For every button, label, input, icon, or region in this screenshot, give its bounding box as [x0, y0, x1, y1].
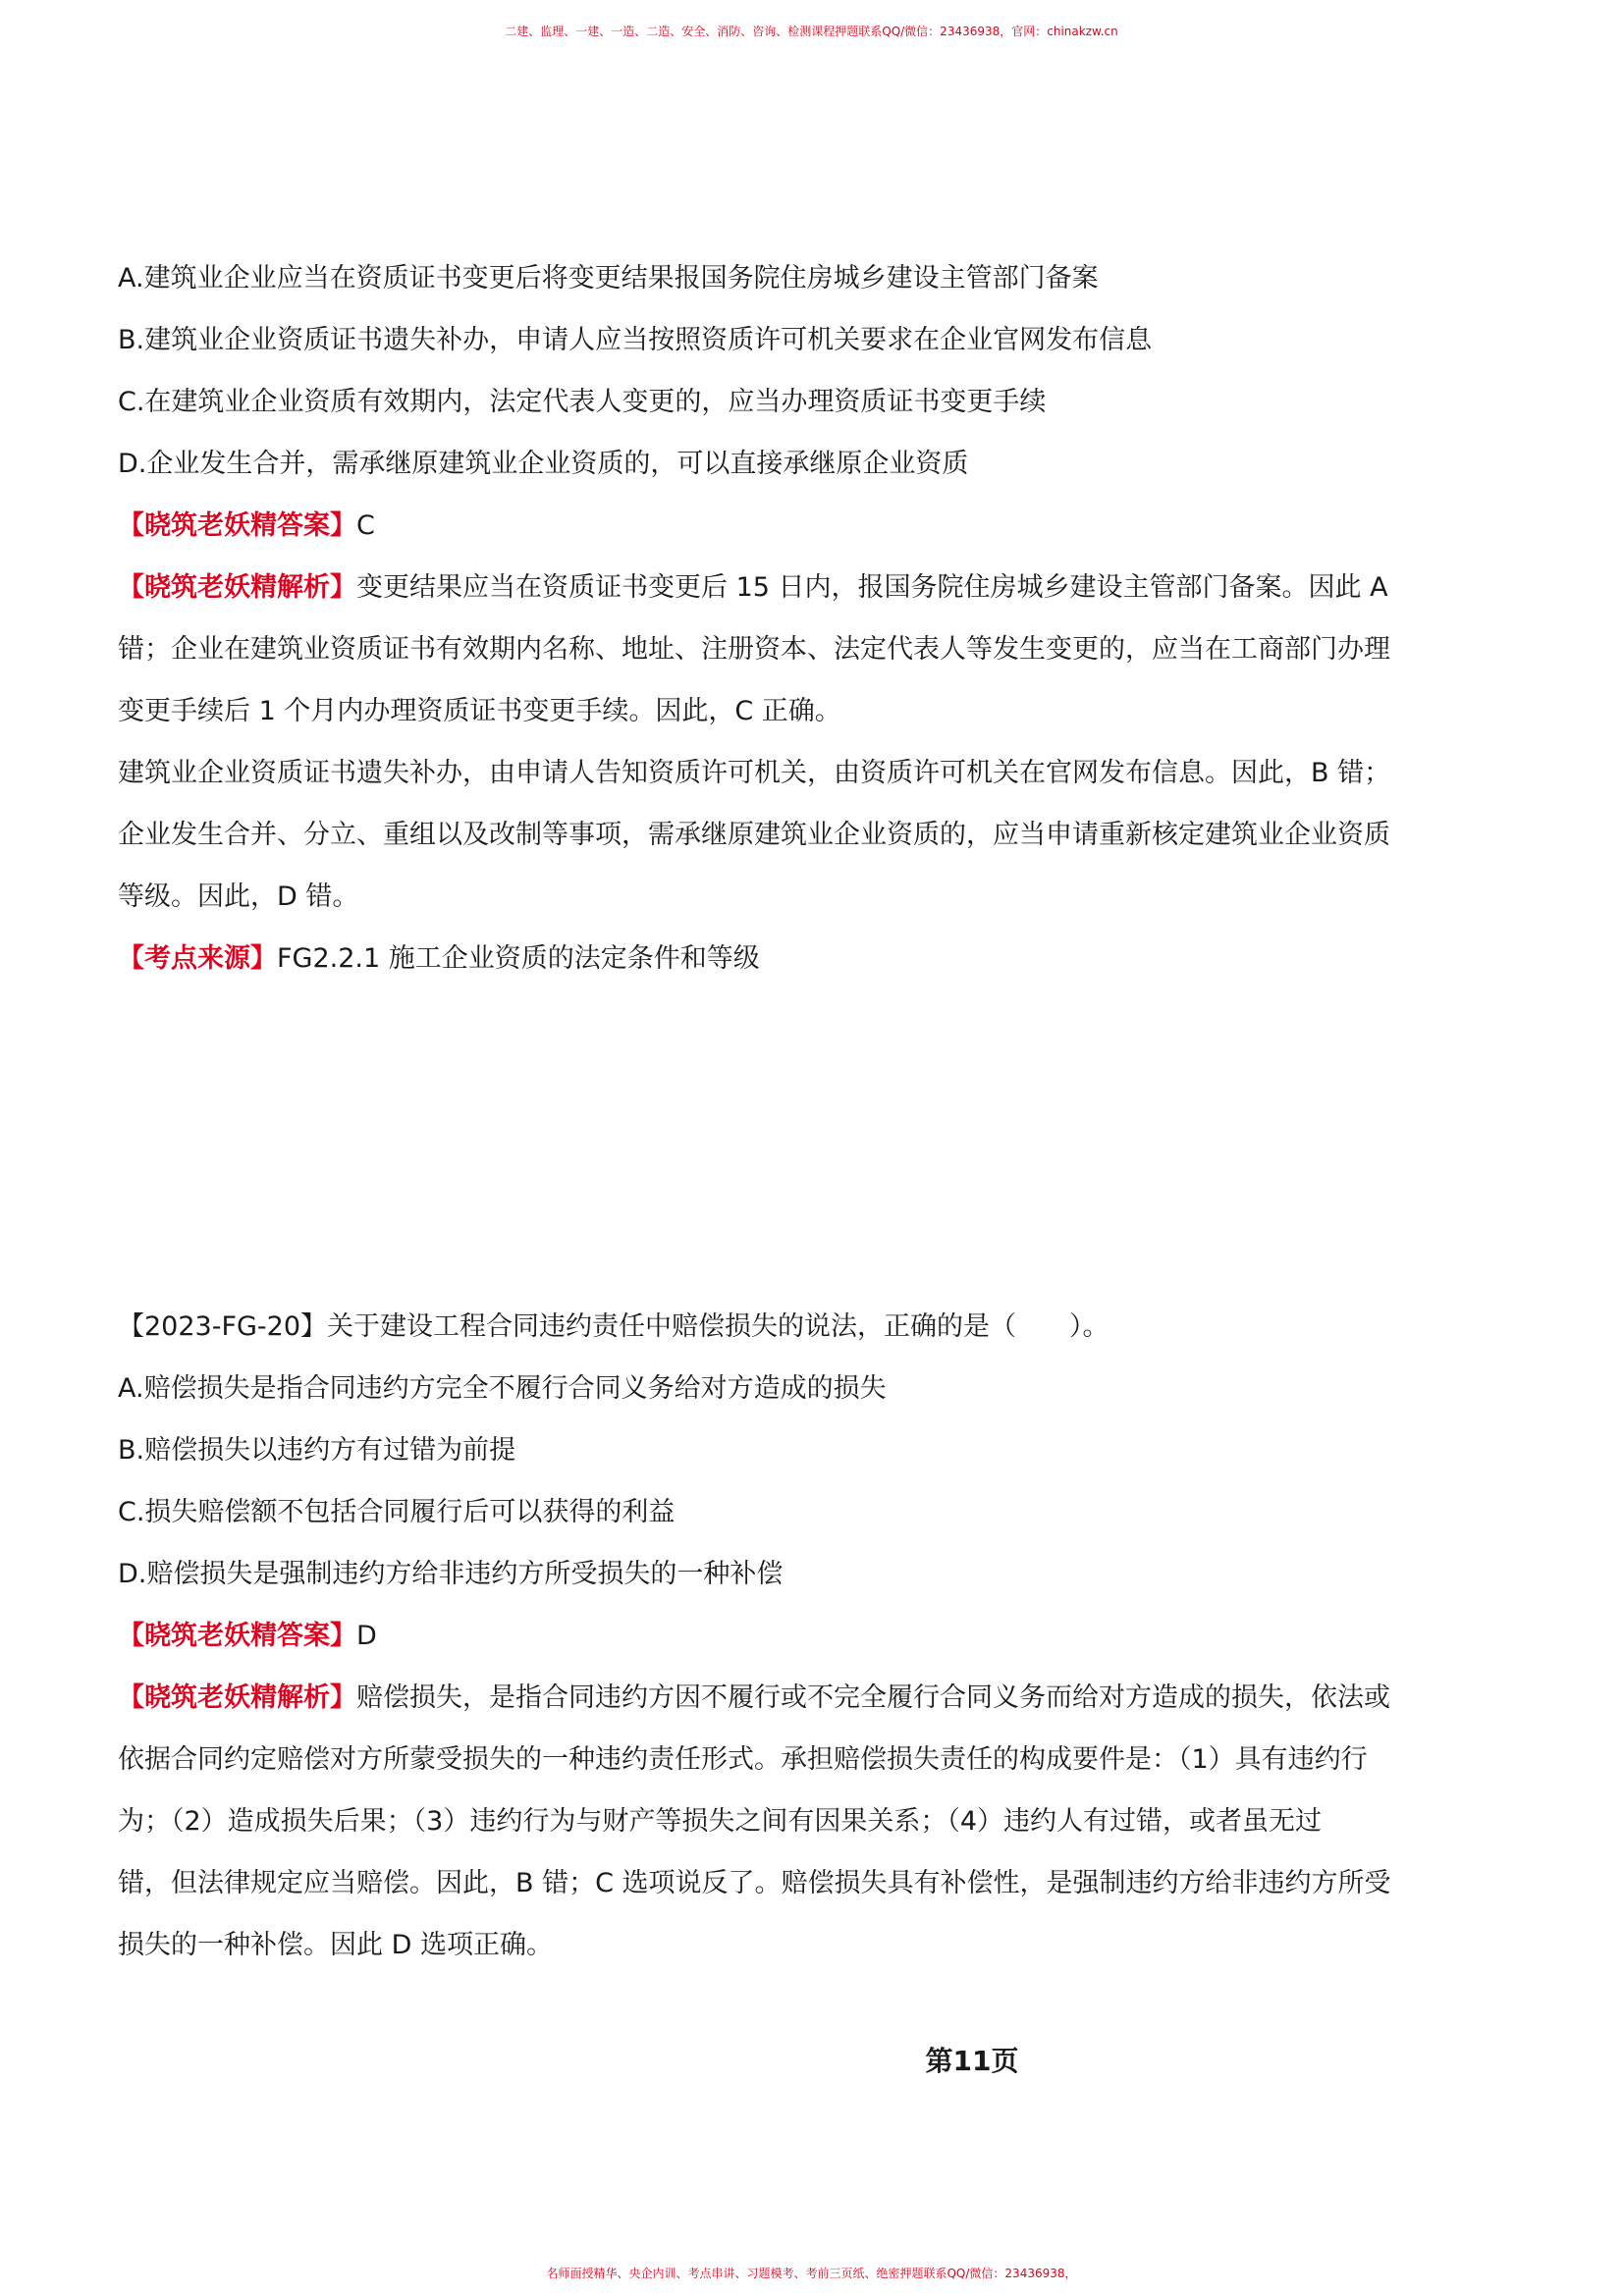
question-stem: 【2023-FG-20】关于建设工程合同违约责任中赔偿损失的说法，正确的是（ ）。	[118, 1311, 1109, 1342]
answer-value: D	[356, 1621, 377, 1651]
option-b: B.建筑业企业资质证书遗失补办，申请人应当按照资质许可机关要求在企业官网发布信息	[118, 325, 1153, 355]
answer-line	[118, 1605, 1512, 1667]
analysis-line: 变更手续后 1 个月内办理资质证书变更手续。因此，C 正确。	[118, 696, 841, 726]
footer-banner: 名师面授精华、央企内训、考点串讲、习题模考、考前三页纸、绝密押题联系QQ/微信：23436938，	[546, 2267, 1077, 2280]
question-1-section	[118, 247, 1512, 989]
analysis-line: 等级。因此，D 错。	[118, 881, 359, 912]
analysis-line	[118, 557, 1512, 618]
analysis-text: 变更结果应当在资质证书变更后 15 日内，报国务院住房城乡建设主管部门备案。因此 A	[356, 572, 1388, 603]
question-2-section	[118, 1296, 1512, 1976]
option-c: C.损失赔偿额不包括合同履行后可以获得的利益	[118, 1497, 676, 1527]
analysis-text: 赔偿损失，是指合同违约方因不履行或不完全履行合同义务而给对方造成的损失，依法或	[356, 1682, 1390, 1713]
analysis-line: 企业发生合并、分立、重组以及改制等事项，需承继原建筑业企业资质的，应当申请重新核定建筑业企业资质	[118, 820, 1390, 850]
option-a: A.赔偿损失是指合同违约方完全不履行合同义务给对方造成的损失	[118, 1373, 887, 1404]
answer-tag: 【晓筑老妖精答案】	[118, 510, 356, 541]
analysis-line: 依据合同约定赔偿对方所蒙受损失的一种违约责任形式。承担赔偿损失责任的构成要件是：（1）具有违约行	[118, 1744, 1368, 1775]
header-banner: 二建、监理、一建、一造、二造、安全、消防、咨询、检测课程押题联系QQ/微信：23436938，官网：chinakzw.cn	[505, 25, 1118, 38]
analysis-line: 为；（2）造成损失后果；（3）违约行为与财产等损失之间有因果关系；（4）违约人有过错，或者虽无过	[118, 1806, 1323, 1837]
answer-tag: 【晓筑老妖精答案】	[118, 1621, 356, 1651]
analysis-tag: 【晓筑老妖精解析】	[118, 1682, 356, 1713]
analysis-line: 错，但法律规定应当赔偿。因此，B 错；C 选项说反了。赔偿损失具有补偿性，是强制违约方给非违约方所受	[118, 1868, 1391, 1898]
source-value: FG2.2.1 施工企业资质的法定条件和等级	[277, 943, 760, 974]
source-line	[118, 928, 1512, 989]
option-d: D.企业发生合并，需承继原建筑业企业资质的，可以直接承继原企业资质	[118, 449, 969, 479]
option-b: B.赔偿损失以违约方有过错为前提	[118, 1435, 516, 1466]
analysis-line	[118, 1667, 1512, 1729]
source-tag: 【考点来源】	[118, 943, 277, 974]
option-d: D.赔偿损失是强制违约方给非违约方所受损失的一种补偿	[118, 1559, 784, 1589]
option-a: A.建筑业企业应当在资质证书变更后将变更结果报国务院住房城乡建设主管部门备案	[118, 263, 1099, 294]
option-c: C.在建筑业企业资质有效期内，法定代表人变更的，应当办理资质证书变更手续	[118, 387, 1047, 417]
answer-value: C	[356, 510, 375, 541]
page-number: 第11页	[925, 2045, 1019, 2077]
answer-line	[118, 495, 1512, 557]
analysis-line: 损失的一种补偿。因此 D 选项正确。	[118, 1930, 553, 1960]
analysis-line: 错；企业在建筑业资质证书有效期内名称、地址、注册资本、法定代表人等发生变更的，应当在工商部门办理	[118, 634, 1390, 665]
analysis-line: 建筑业企业资质证书遗失补办，由申请人告知资质许可机关，由资质许可机关在官网发布信息。因此，B 错；	[118, 758, 1391, 788]
analysis-tag: 【晓筑老妖精解析】	[118, 572, 356, 603]
